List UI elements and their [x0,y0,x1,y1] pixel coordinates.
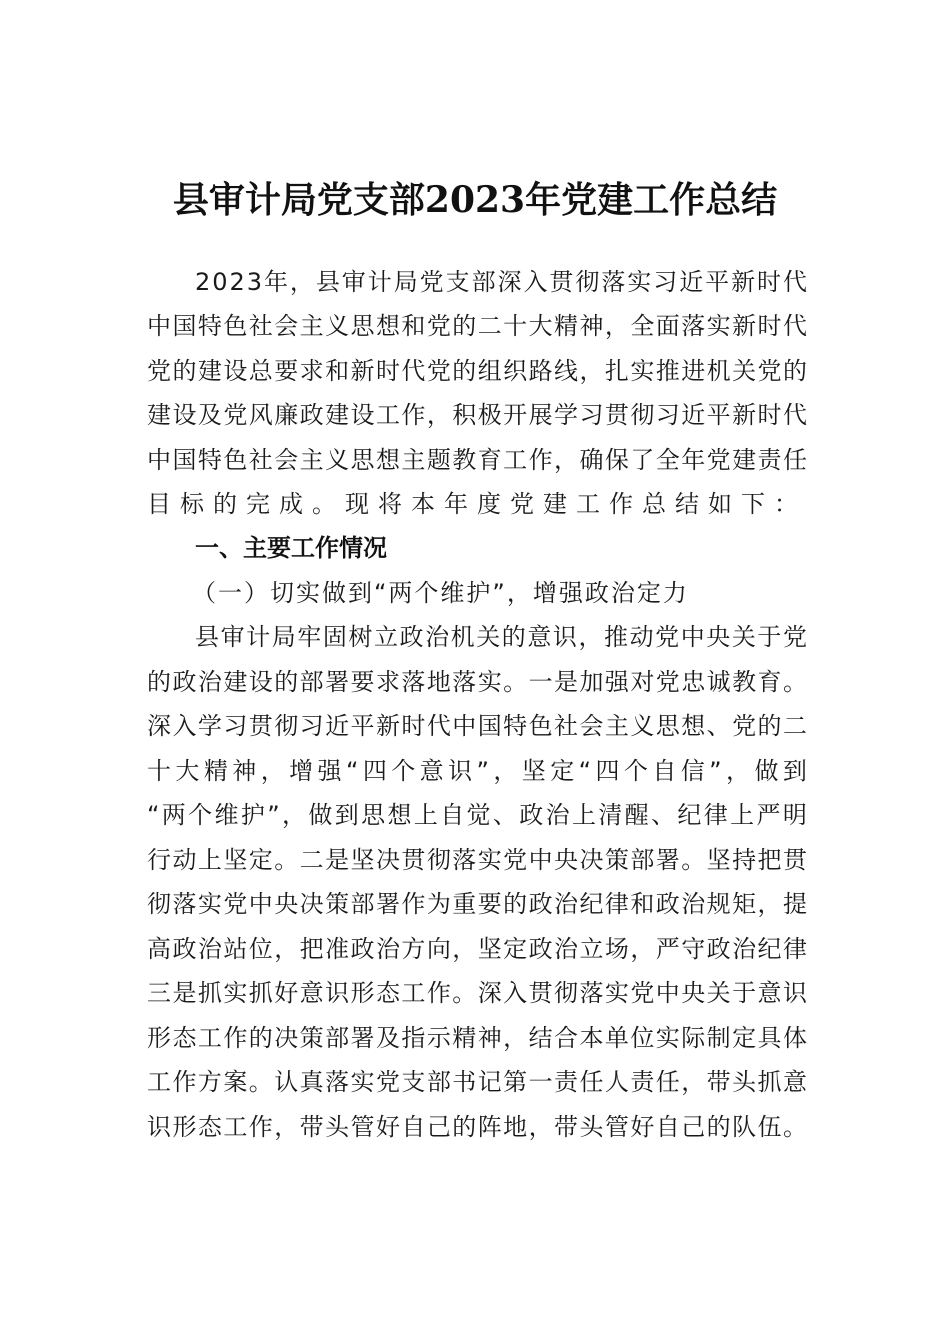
document-title: 县审计局党支部2023年党建工作总结 [172,179,778,221]
body-line: 识 形 态 工 作 ， 带 头 管 好 自 己 的 阵 地 ， 带 头 管 好 自 己 的 队 伍 。 [147,1113,807,1141]
intro-line: 中 国 特 色 社 会 主 义 思 想 主 题 教 育 工 作 ， 确 保 了 全 年 党 建 责 任 [147,446,807,474]
intro-line: 建 设 及 党 风 廉 政 建 设 工 作 ， 积 极 开 展 学 习 贯 彻 习 近 平 新 时 代 [147,401,807,429]
intro-line: 中 国 特 色 社 会 主 义 思 想 和 党 的 二 十 大 精 神 ， 全 面 落 实 新 时 代 [147,312,807,340]
body-line: 深 入 学 习 贯 彻 习 近 平 新 时 代 中 国 特 色 社 会 主 义 思 想 、 党 的 二 [147,712,807,740]
intro-line: 党 的 建 设 总 要 求 和 新 时 代 党 的 组 织 路 线 ， 扎 实 推 进 机 关 党 的 [147,357,807,385]
body-line: 形 态 工 作 的 决 策 部 署 及 指 示 精 神 ， 结 合 本 单 位 实 际 制 定 具 体 [147,1024,807,1052]
body-line: 行 动 上 坚 定 。 二 是 坚 决 贯 彻 落 实 党 中 央 决 策 部 署 。 坚 持 把 贯 [147,846,807,874]
body-line: 县 审 计 局 牢 固 树 立 政 治 机 关 的 意 识 ， 推 动 党 中 央 关 于 党 [195,623,807,651]
intro-line: 2 0 2 3 年 ， 县 审 计 局 党 支 部 深 入 贯 彻 落 实 习 近 平 新 时 代 [195,268,807,296]
body-line: 彻 落 实 党 中 央 决 策 部 署 作 为 重 要 的 政 治 纪 律 和 政 治 规 矩 ， 提 [147,890,807,918]
body-line: “ 两 个 维 护 ” ， 做 到 思 想 上 自 觉 、 政 治 上 清 醒 、 纪 律 上 严 明 [147,801,807,829]
body-line: 的 政 治 建 设 的 部 署 要 求 落 地 落 实 。 一 是 加 强 对 党 忠 诚 教 育 。 [147,668,807,696]
section-heading: 一、主要工作情况 [195,534,387,562]
body-line: 三 是 抓 实 抓 好 意 识 形 态 工 作 。 深 入 贯 彻 落 实 党 中 央 关 于 意 识 [147,979,807,1007]
body-line: 工 作 方 案 。 认 真 落 实 党 支 部 书 记 第 一 责 任 人 责 任 ， 带 头 抓 意 [147,1068,807,1096]
body-line: 十 大 精 神 ， 增 强 “ 四 个 意 识 ” ， 坚 定 “ 四 个 自 信 ” ， 做 到 [147,757,807,785]
subsection-heading: （一）切实做到“两个维护”，增强政治定力 [192,579,689,607]
body-line: 高 政 治 站 位 ， 把 准 政 治 方 向 ， 坚 定 政 治 立 场 ， 严 守 政 治 纪 律 [147,935,807,963]
intro-line: 目标的完成。现将本年度党建工作总结如下： [147,490,807,518]
